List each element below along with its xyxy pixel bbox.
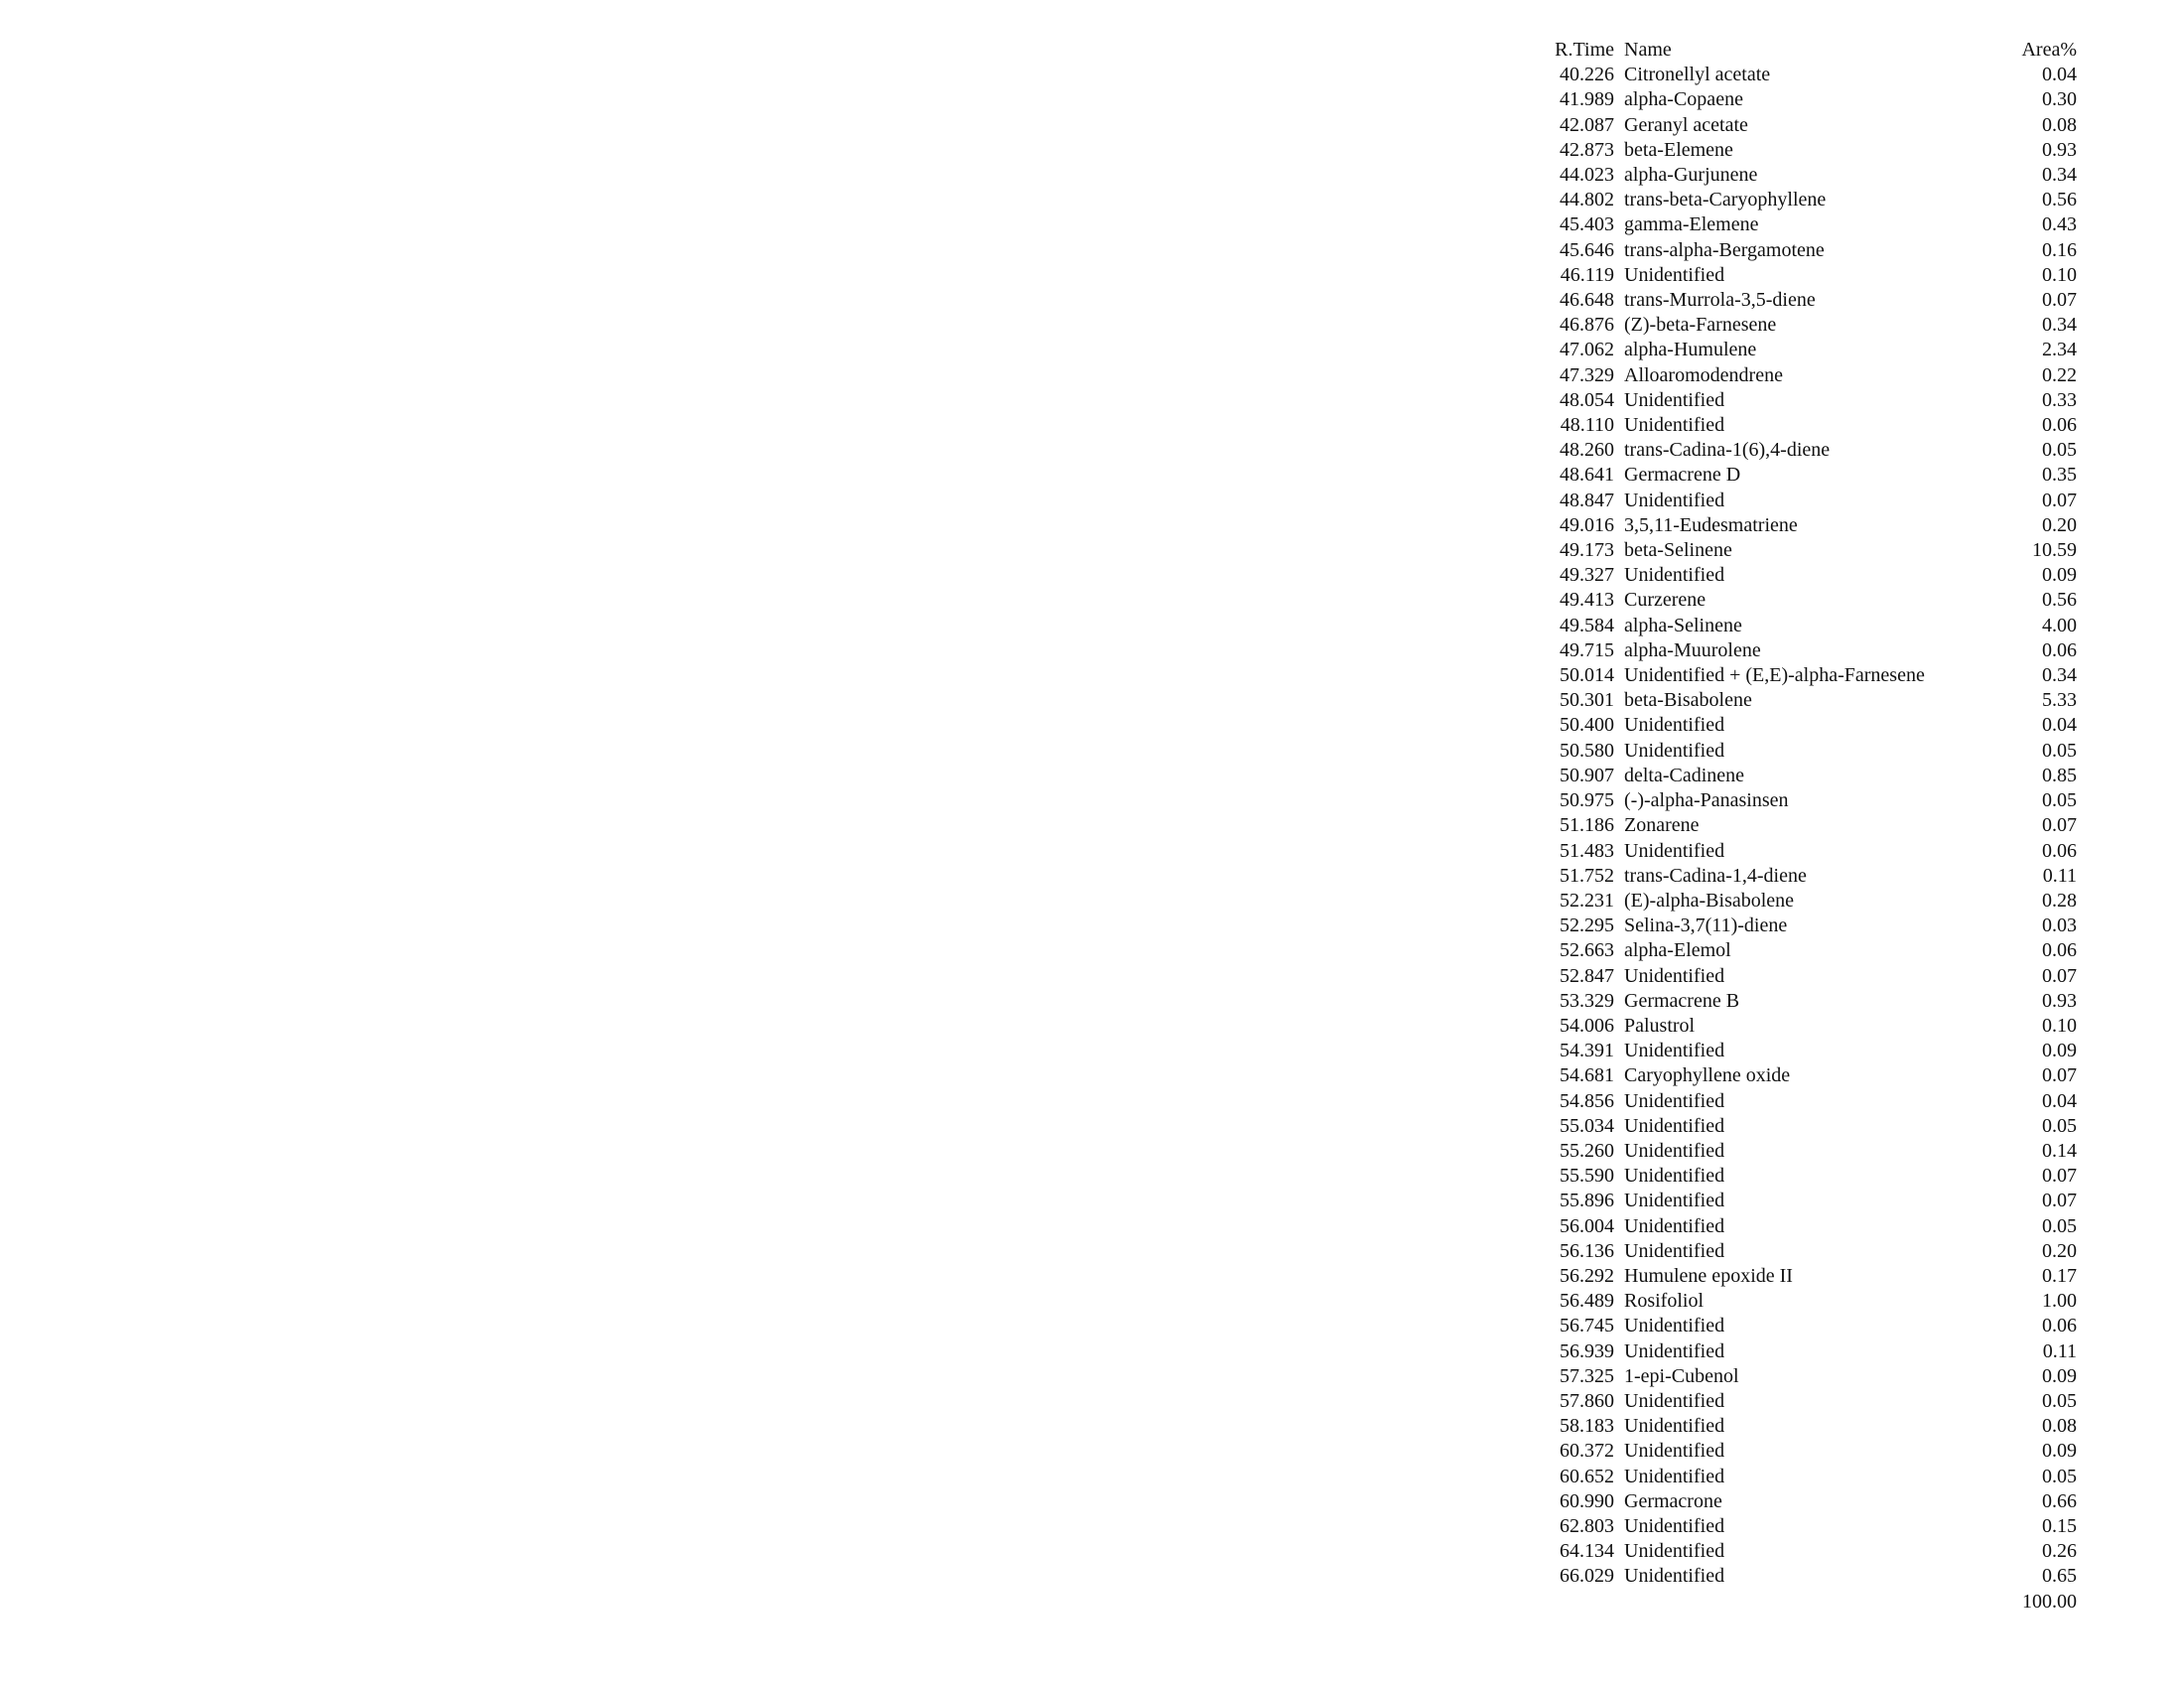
cell-rtime: 49.715 (1560, 638, 1614, 661)
cell-rtime: 60.652 (1560, 1465, 1614, 1487)
cell-area: 1.00 (2042, 1290, 2077, 1313)
cell-name: (E)-alpha-Bisabolene (1624, 889, 1795, 912)
cell-area: 0.85 (2042, 764, 2077, 786)
cell-name: Unidentified (1624, 1440, 1725, 1463)
table-row (1537, 1564, 2077, 1589)
cell-name: Germacrene D (1624, 464, 1741, 487)
cell-name: Unidentified (1624, 1389, 1725, 1412)
table-row (1537, 688, 2077, 713)
cell-rtime: 49.016 (1560, 513, 1614, 536)
cell-name: Unidentified (1624, 1089, 1725, 1112)
cell-rtime: 49.173 (1560, 539, 1614, 562)
table-row (1537, 1364, 2077, 1389)
table-row (1537, 914, 2077, 938)
table-row (1537, 1539, 2077, 1564)
cell-name: Unidentified (1624, 964, 1725, 987)
cell-area: 0.14 (2042, 1139, 2077, 1162)
table-row (1537, 638, 2077, 663)
cell-rtime: 49.584 (1560, 614, 1614, 636)
table-row (1537, 1414, 2077, 1439)
cell-rtime: 45.403 (1560, 213, 1614, 236)
cell-area: 0.33 (2042, 388, 2077, 411)
table-row (1537, 413, 2077, 438)
table-row (1537, 87, 2077, 112)
cell-name: (Z)-beta-Farnesene (1624, 314, 1777, 337)
cell-rtime: 55.260 (1560, 1139, 1614, 1162)
table-row (1537, 463, 2077, 488)
cell-area: 2.34 (2042, 339, 2077, 361)
cell-rtime: 54.856 (1560, 1089, 1614, 1112)
cell-name: Citronellyl acetate (1624, 64, 1771, 86)
cell-rtime: 66.029 (1560, 1565, 1614, 1588)
table-row (1537, 212, 2077, 237)
cell-area: 0.07 (2042, 1190, 2077, 1212)
table-row (1537, 363, 2077, 388)
cell-area: 0.35 (2042, 464, 2077, 487)
cell-name: trans-Cadina-1,4-diene (1624, 864, 1807, 887)
cell-rtime: 54.681 (1560, 1064, 1614, 1087)
cell-area: 0.06 (2042, 414, 2077, 437)
cell-name: Zonarene (1624, 814, 1700, 837)
cell-rtime: 51.752 (1560, 864, 1614, 887)
cell-rtime: 56.489 (1560, 1290, 1614, 1313)
cell-rtime: 60.372 (1560, 1440, 1614, 1463)
table-row (1537, 1339, 2077, 1364)
cell-rtime: 48.847 (1560, 489, 1614, 511)
cell-area: 0.10 (2042, 263, 2077, 286)
cell-name: alpha-Selinene (1624, 614, 1742, 636)
table-row (1537, 288, 2077, 313)
cell-name: Alloaromodendrene (1624, 363, 1783, 386)
cell-name: trans-beta-Caryophyllene (1624, 189, 1827, 211)
cell-rtime: 50.400 (1560, 714, 1614, 737)
table-row (1537, 513, 2077, 538)
cell-name: Unidentified (1624, 1190, 1725, 1212)
cell-area: 0.93 (2042, 138, 2077, 161)
cell-rtime: 50.975 (1560, 789, 1614, 812)
cell-area: 0.30 (2042, 88, 2077, 111)
cell-rtime: 48.054 (1560, 388, 1614, 411)
cell-name: Unidentified (1624, 1514, 1725, 1537)
table-row (1537, 1063, 2077, 1088)
cell-name: trans-alpha-Bergamotene (1624, 238, 1825, 261)
table-row (1537, 1489, 2077, 1514)
cell-area: 0.66 (2042, 1489, 2077, 1512)
cell-rtime: 51.186 (1560, 814, 1614, 837)
cell-name: beta-Elemene (1624, 138, 1733, 161)
total-area: 100.00 (2022, 1590, 2077, 1613)
cell-area: 0.34 (2042, 664, 2077, 687)
cell-area: 0.05 (2042, 1465, 2077, 1487)
table-row (1537, 813, 2077, 838)
cell-name: alpha-Copaene (1624, 88, 1743, 111)
cell-name: 3,5,11-Eudesmatriene (1624, 513, 1798, 536)
cell-area: 10.59 (2032, 539, 2077, 562)
cell-rtime: 49.413 (1560, 589, 1614, 612)
cell-name: Unidentified (1624, 1139, 1725, 1162)
cell-name: Unidentified (1624, 1540, 1725, 1563)
cell-name: Unidentified (1624, 1214, 1725, 1237)
cell-name: Unidentified (1624, 388, 1725, 411)
cell-area: 0.15 (2042, 1514, 2077, 1537)
cell-name: Unidentified (1624, 1239, 1725, 1262)
cell-name: Unidentified (1624, 714, 1725, 737)
cell-name: trans-Murrola-3,5-diene (1624, 289, 1816, 312)
cell-area: 0.09 (2042, 1440, 2077, 1463)
table-row (1537, 489, 2077, 513)
cell-area: 0.07 (2042, 289, 2077, 312)
cell-area: 0.05 (2042, 739, 2077, 762)
cell-rtime: 52.847 (1560, 964, 1614, 987)
cell-rtime: 56.136 (1560, 1239, 1614, 1262)
cell-area: 0.65 (2042, 1565, 2077, 1588)
cell-area: 0.06 (2042, 839, 2077, 862)
cell-area: 0.06 (2042, 638, 2077, 661)
cell-area: 0.28 (2042, 889, 2077, 912)
cell-name: Germacrene B (1624, 989, 1740, 1012)
table-row (1537, 1465, 2077, 1489)
cell-name: Unidentified (1624, 263, 1725, 286)
cell-rtime: 53.329 (1560, 989, 1614, 1012)
table-row (1537, 238, 2077, 263)
cell-area: 0.08 (2042, 113, 2077, 136)
cell-name: Unidentified (1624, 564, 1725, 587)
cell-rtime: 50.907 (1560, 764, 1614, 786)
cell-area: 4.00 (2042, 614, 2077, 636)
table-row (1537, 1139, 2077, 1164)
cell-area: 0.20 (2042, 513, 2077, 536)
total-rtime-empty (1537, 1590, 1624, 1615)
cell-area: 0.26 (2042, 1540, 2077, 1563)
cell-name: trans-Cadina-1(6),4-diene (1624, 439, 1831, 462)
cell-area: 0.09 (2042, 1364, 2077, 1387)
cell-area: 0.22 (2042, 363, 2077, 386)
table-row (1537, 138, 2077, 163)
cell-name: Curzerene (1624, 589, 1706, 612)
cell-area: 0.20 (2042, 1239, 2077, 1262)
cell-area: 0.11 (2042, 864, 2077, 887)
cell-name: 1-epi-Cubenol (1624, 1364, 1739, 1387)
cell-rtime: 45.646 (1560, 238, 1614, 261)
table-row (1537, 1289, 2077, 1314)
table-row (1537, 63, 2077, 87)
cell-area: 0.09 (2042, 1040, 2077, 1062)
table-row (1537, 788, 2077, 813)
table-row (1537, 1014, 2077, 1039)
cell-name: beta-Bisabolene (1624, 689, 1752, 712)
cell-name: alpha-Elemol (1624, 939, 1731, 962)
cell-name: Unidentified (1624, 739, 1725, 762)
cell-rtime: 47.062 (1560, 339, 1614, 361)
table-body (1537, 63, 2077, 1589)
cell-name: Unidentified (1624, 1114, 1725, 1137)
cell-name: Unidentified (1624, 839, 1725, 862)
cell-name: Unidentified (1624, 414, 1725, 437)
cell-name: Unidentified (1624, 489, 1725, 511)
cell-rtime: 55.590 (1560, 1165, 1614, 1188)
cell-rtime: 54.391 (1560, 1040, 1614, 1062)
cell-name: Unidentified (1624, 1040, 1725, 1062)
cell-name: Unidentified (1624, 1465, 1725, 1487)
table-row (1537, 1439, 2077, 1464)
cell-area: 0.07 (2042, 964, 2077, 987)
cell-area: 0.07 (2042, 1165, 2077, 1188)
cell-name: Unidentified (1624, 1339, 1725, 1362)
table-row (1537, 964, 2077, 989)
cell-rtime: 40.226 (1560, 64, 1614, 86)
cell-area: 0.08 (2042, 1415, 2077, 1438)
cell-rtime: 41.989 (1560, 88, 1614, 111)
cell-rtime: 57.325 (1560, 1364, 1614, 1387)
table-row (1537, 839, 2077, 864)
cell-name: Unidentified (1624, 1565, 1725, 1588)
cell-name: Humulene epoxide II (1624, 1264, 1793, 1287)
cell-area: 0.17 (2042, 1264, 2077, 1287)
cell-name: Selina-3,7(11)-diene (1624, 914, 1788, 937)
cell-area: 5.33 (2042, 689, 2077, 712)
cell-name: Rosifoliol (1624, 1290, 1705, 1313)
cell-area: 0.34 (2042, 314, 2077, 337)
table-row (1537, 113, 2077, 138)
cell-name: Palustrol (1624, 1014, 1696, 1037)
cell-name: Unidentified (1624, 1315, 1725, 1337)
cell-rtime: 51.483 (1560, 839, 1614, 862)
cell-rtime: 55.034 (1560, 1114, 1614, 1137)
cell-rtime: 64.134 (1560, 1540, 1614, 1563)
cell-rtime: 62.803 (1560, 1514, 1614, 1537)
table-row (1537, 989, 2077, 1014)
cell-rtime: 54.006 (1560, 1014, 1614, 1037)
table-row (1537, 1214, 2077, 1239)
cell-area: 0.03 (2042, 914, 2077, 937)
cell-rtime: 48.641 (1560, 464, 1614, 487)
cell-area: 0.05 (2042, 789, 2077, 812)
table-row (1537, 388, 2077, 413)
cell-name: Germacrone (1624, 1489, 1722, 1512)
cell-rtime: 42.873 (1560, 138, 1614, 161)
cell-rtime: 46.648 (1560, 289, 1614, 312)
cell-area: 0.09 (2042, 564, 2077, 587)
cell-name: alpha-Gurjunene (1624, 164, 1758, 187)
cell-area: 0.04 (2042, 714, 2077, 737)
table-row (1537, 1089, 2077, 1114)
cell-area: 0.04 (2042, 1089, 2077, 1112)
header-area: Area% (2021, 39, 2077, 61)
cell-area: 0.07 (2042, 814, 2077, 837)
table-row (1537, 163, 2077, 188)
cell-area: 0.04 (2042, 64, 2077, 86)
compound-table (1537, 38, 2077, 1615)
cell-rtime: 56.292 (1560, 1264, 1614, 1287)
cell-area: 0.06 (2042, 1315, 2077, 1337)
cell-name: (-)-alpha-Panasinsen (1624, 789, 1789, 812)
cell-rtime: 46.119 (1560, 263, 1614, 286)
cell-rtime: 56.939 (1560, 1339, 1614, 1362)
cell-area: 0.05 (2042, 1114, 2077, 1137)
table-row (1537, 889, 2077, 914)
cell-rtime: 46.876 (1560, 314, 1614, 337)
cell-rtime: 57.860 (1560, 1389, 1614, 1412)
table-row (1537, 1314, 2077, 1338)
cell-area: 0.07 (2042, 489, 2077, 511)
cell-rtime: 50.014 (1560, 664, 1614, 687)
table-row (1537, 1239, 2077, 1264)
table-row (1537, 764, 2077, 788)
cell-name: gamma-Elemene (1624, 213, 1759, 236)
cell-rtime: 42.087 (1560, 113, 1614, 136)
cell-name: Unidentified (1624, 1415, 1725, 1438)
table-row (1537, 263, 2077, 288)
table-row (1537, 1189, 2077, 1213)
table-row (1537, 563, 2077, 588)
cell-rtime: 58.183 (1560, 1415, 1614, 1438)
table-row (1537, 614, 2077, 638)
cell-rtime: 52.295 (1560, 914, 1614, 937)
total-name-empty (1624, 1590, 2011, 1615)
table-row (1537, 713, 2077, 738)
cell-rtime: 47.329 (1560, 363, 1614, 386)
cell-name: Unidentified (1624, 1165, 1725, 1188)
cell-area: 0.05 (2042, 439, 2077, 462)
table-row (1537, 313, 2077, 338)
cell-rtime: 56.745 (1560, 1315, 1614, 1337)
cell-name: delta-Cadinene (1624, 764, 1745, 786)
cell-rtime: 52.231 (1560, 889, 1614, 912)
table-row (1537, 938, 2077, 963)
table-row (1537, 1264, 2077, 1289)
table-row (1537, 739, 2077, 764)
table-row (1537, 663, 2077, 688)
cell-rtime: 49.327 (1560, 564, 1614, 587)
cell-area: 0.05 (2042, 1389, 2077, 1412)
cell-name: Geranyl acetate (1624, 113, 1748, 136)
cell-area: 0.05 (2042, 1214, 2077, 1237)
cell-rtime: 48.260 (1560, 439, 1614, 462)
cell-area: 0.34 (2042, 164, 2077, 187)
cell-name: alpha-Muurolene (1624, 638, 1761, 661)
cell-area: 0.10 (2042, 1014, 2077, 1037)
table-row (1537, 1514, 2077, 1539)
cell-name: beta-Selinene (1624, 539, 1732, 562)
header-name: Name (1624, 39, 1672, 61)
table-row (1537, 864, 2077, 889)
cell-area: 0.07 (2042, 1064, 2077, 1087)
cell-rtime: 60.990 (1560, 1489, 1614, 1512)
cell-rtime: 56.004 (1560, 1214, 1614, 1237)
cell-rtime: 50.580 (1560, 739, 1614, 762)
cell-name: Unidentified + (E,E)-alpha-Farnesene (1624, 664, 1925, 687)
cell-area: 0.43 (2042, 213, 2077, 236)
cell-rtime: 50.301 (1560, 689, 1614, 712)
table-header-row (1537, 38, 2077, 63)
table-row (1537, 1164, 2077, 1189)
header-rtime: R.Time (1555, 39, 1614, 61)
table-row (1537, 1039, 2077, 1063)
cell-area: 0.06 (2042, 939, 2077, 962)
cell-area: 0.56 (2042, 589, 2077, 612)
total-row (1537, 1590, 2077, 1615)
cell-name: alpha-Humulene (1624, 339, 1757, 361)
cell-area: 0.56 (2042, 189, 2077, 211)
cell-rtime: 52.663 (1560, 939, 1614, 962)
table-row (1537, 338, 2077, 362)
cell-rtime: 44.023 (1560, 164, 1614, 187)
cell-name: Caryophyllene oxide (1624, 1064, 1791, 1087)
cell-rtime: 48.110 (1560, 414, 1614, 437)
cell-rtime: 44.802 (1560, 189, 1614, 211)
cell-rtime: 55.896 (1560, 1190, 1614, 1212)
table-row (1537, 538, 2077, 563)
table-row (1537, 1389, 2077, 1414)
table-row (1537, 188, 2077, 212)
cell-area: 0.11 (2042, 1339, 2077, 1362)
table-row (1537, 588, 2077, 613)
cell-area: 0.93 (2042, 989, 2077, 1012)
table-row (1537, 1114, 2077, 1139)
cell-area: 0.16 (2042, 238, 2077, 261)
table-row (1537, 438, 2077, 463)
